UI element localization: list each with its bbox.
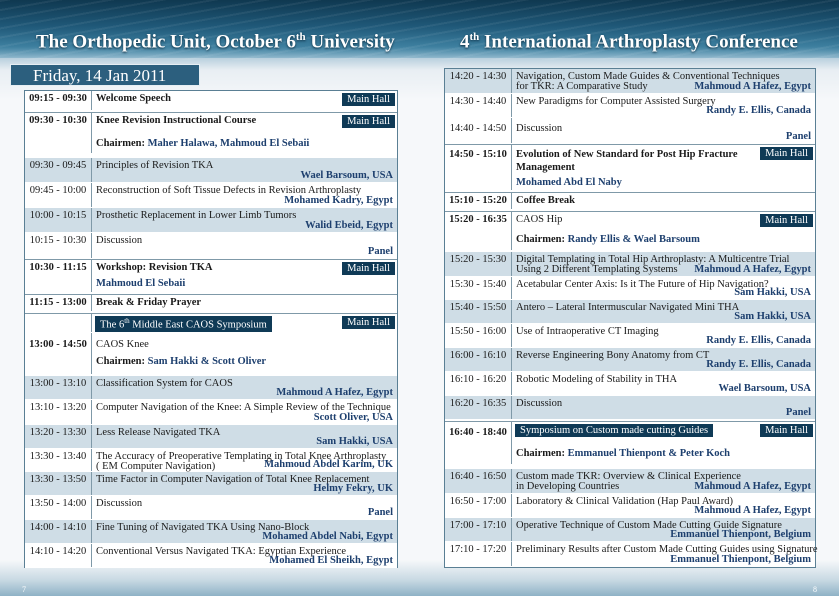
schedule-row [25, 158, 397, 183]
hall-badge: Main Hall [760, 424, 813, 437]
speaker: Wael Barsoum, USA [718, 383, 811, 394]
row-title: Less Release Navigated TKA [96, 427, 221, 438]
row-title: Discussion [96, 235, 143, 246]
row-title: Laboratory & Clinical Validation (Hap Paul Award) [516, 496, 733, 507]
schedule-row [25, 376, 397, 400]
schedule-row [445, 277, 815, 300]
row-title: Knee Revision Instructional Course [96, 115, 257, 126]
row-time: 16:40 - 16:50 [449, 471, 507, 482]
row-title: Principles of Revision TKA [96, 160, 214, 171]
schedule-row [25, 183, 397, 208]
speaker: Helmy Fekry, UK [313, 483, 393, 494]
row-title-cont: Using 2 Different Templating Systems [516, 264, 678, 275]
row-title: Preliminary Results after Custom Made Cutting Guides using Signature [516, 544, 818, 555]
date-label: Friday, 14 Jan 2011 [10, 64, 200, 86]
row-time: 16:10 - 16:20 [449, 374, 507, 385]
schedule-row [445, 396, 815, 420]
row-title: Conventional Versus Navigated TKA: Egyptian Experience [96, 546, 347, 557]
hall-badge: Main Hall [342, 262, 395, 275]
row-time: 09:30 - 09:45 [29, 160, 87, 171]
speaker: Panel [785, 131, 811, 142]
row-time: 14:40 - 14:50 [449, 123, 507, 134]
row-time: 13:20 - 13:30 [29, 427, 87, 438]
schedule-row [445, 494, 815, 518]
row-time: 09:30 - 10:30 [29, 115, 87, 126]
row-time: 15:20 - 16:35 [449, 214, 507, 225]
schedule-row [445, 192, 815, 210]
chairmen: Chairmen: Randy Ellis & Wael Barsoum [516, 234, 700, 245]
row-title: Antero – Lateral Intermuscular Navigated Mini THA [516, 302, 740, 313]
row-title: Digital Templating in Total Hip Arthroplasty: A Multicentre Trial [516, 254, 790, 265]
row-title: CAOS Knee [96, 339, 149, 350]
row-time: 10:30 - 11:15 [29, 262, 87, 273]
speaker: Mahmoud A Hafez, Egypt [276, 387, 393, 398]
schedule-row [25, 112, 397, 154]
page-number-right: 8 [813, 585, 817, 594]
schedule-row [445, 211, 815, 251]
speaker: Emmanuel Thienpont, Belgium [670, 529, 811, 540]
row-title: Custom made TKR: Overview & Clinical Experience [516, 471, 741, 482]
row-time: 17:10 - 17:20 [449, 544, 507, 555]
schedule-row [445, 469, 815, 494]
presenter: Mohamed Abd El Naby [516, 177, 622, 188]
speaker: Mohamed Kadry, Egypt [284, 195, 393, 206]
row-title-cont: for TKR: A Comparative Study [516, 81, 648, 92]
schedule-row [445, 300, 815, 324]
row-time: 14:00 - 14:10 [29, 522, 87, 533]
schedule-row [25, 333, 397, 375]
right-header-title: 4th International Arthroplasty Conference [460, 31, 798, 53]
row-title: Prosthetic Replacement in Lower Limb Tumors [96, 210, 297, 221]
speaker: Mahmoud A Hafez, Egypt [694, 481, 811, 492]
row-time: 14:50 - 15:10 [449, 149, 507, 160]
row-title: Fine Tuning of Navigated TKA Using Nano-Block [96, 522, 310, 533]
schedule-row [445, 69, 815, 94]
row-time: 14:20 - 14:30 [449, 71, 507, 82]
row-time: 13:00 - 14:50 [29, 339, 87, 350]
chairmen: Chairmen: Maher Halawa, Mahmoud El Sebaii [96, 138, 310, 149]
chairmen: Chairmen: Emmanuel Thienpont & Peter Koch [516, 448, 730, 459]
row-title: Discussion [516, 398, 563, 409]
speaker: Mahmoud A Hafez, Egypt [694, 81, 811, 92]
schedule-row [445, 518, 815, 542]
schedule-row [25, 259, 397, 293]
row-title: Operative Technique of Custom Made Cutting Guide Signature [516, 520, 782, 531]
row-title: Navigation, Custom Made Guides & Conventional Techniques [516, 71, 780, 82]
presenter: Mahmoud El Sebaii [96, 278, 186, 289]
row-time: 15:20 - 15:30 [449, 254, 507, 265]
speaker: Randy E. Ellis, Canada [706, 105, 811, 116]
row-title: Time Factor in Computer Navigation of Total Knee Replacement [96, 474, 370, 485]
row-title: CAOS Hip [516, 214, 563, 225]
row-time: 16:50 - 17:00 [449, 496, 507, 507]
right-schedule-table [444, 68, 816, 568]
page-number-left: 7 [22, 585, 26, 594]
row-title: Welcome Speech [96, 93, 171, 104]
row-time: 13:30 - 13:50 [29, 474, 87, 485]
row-time: 09:45 - 10:00 [29, 185, 87, 196]
schedule-row [445, 421, 815, 465]
row-title: Discussion [96, 498, 143, 509]
schedule-row [25, 544, 397, 568]
row-title: Workshop: Revision TKA [96, 262, 213, 273]
speaker: Mohamed Abdel Nabi, Egypt [262, 531, 393, 542]
row-time: 11:15 - 13:00 [29, 297, 87, 308]
schedule-row [25, 472, 397, 496]
schedule-row [445, 252, 815, 277]
schedule-row [25, 425, 397, 449]
row-time: 15:30 - 15:40 [449, 279, 507, 290]
schedule-row [25, 208, 397, 233]
schedule-row [445, 144, 815, 191]
row-time: 09:15 - 09:30 [29, 93, 87, 104]
row-title: Acetabular Center Axis: Is it The Future of Hip Navigation? [516, 279, 769, 290]
schedule-row [25, 294, 397, 312]
speaker: Wael Barsoum, USA [300, 170, 393, 181]
speaker: Sam Hakki, USA [734, 311, 811, 322]
hall-badge: Main Hall [342, 115, 395, 128]
schedule-row [25, 520, 397, 544]
row-title-cont: in Developing Countries [516, 481, 620, 492]
hall-badge: Main Hall [760, 147, 813, 160]
schedule-row [445, 348, 815, 372]
speaker: Panel [785, 407, 811, 418]
speaker: Mahmoud Abdel Karim, UK [264, 459, 393, 470]
row-title: Robotic Modeling of Stability in THA [516, 374, 678, 385]
speaker: Sam Hakki, USA [734, 287, 811, 298]
row-title: Classification System for CAOS [96, 378, 233, 389]
row-time: 10:15 - 10:30 [29, 235, 87, 246]
speaker: Mahmoud A Hafez, Egypt [694, 505, 811, 516]
row-time: 13:30 - 13:40 [29, 451, 87, 462]
speaker: Mahmoud A Hafez, Egypt [694, 264, 811, 275]
left-schedule-table [24, 90, 398, 568]
row-title: Use of Intraoperative CT Imaging [516, 326, 659, 337]
speaker: Sam Hakki, USA [316, 436, 393, 447]
speaker: Scott Oliver, USA [313, 412, 393, 423]
symposium-title: The 6th Middle East CAOS Symposium [95, 316, 272, 332]
row-time: 15:50 - 16:00 [449, 326, 507, 337]
speaker: Panel [367, 246, 393, 257]
row-time: 14:10 - 14:20 [29, 546, 87, 557]
row-title: Evolution of New Standard for Post Hip Fracture [516, 149, 738, 160]
schedule-row [25, 91, 397, 111]
symposium-title: Symposium on Custom made cutting Guides [515, 424, 713, 437]
row-title: Break & Friday Prayer [96, 297, 202, 308]
row-time: 13:10 - 13:20 [29, 402, 87, 413]
row-time: 15:40 - 15:50 [449, 302, 507, 313]
row-title: Discussion [516, 123, 563, 134]
row-title: Coffee Break [516, 195, 575, 206]
row-time: 14:30 - 14:40 [449, 96, 507, 107]
schedule-row [25, 496, 397, 520]
speaker: Randy E. Ellis, Canada [706, 359, 811, 370]
schedule-row [25, 400, 397, 425]
row-time: 17:00 - 17:10 [449, 520, 507, 531]
row-title: New Paradigms for Computer Assisted Surgery [516, 96, 716, 107]
schedule-row [445, 118, 815, 144]
hall-badge: Main Hall [342, 316, 395, 329]
schedule-row [445, 324, 815, 348]
speaker: Randy E. Ellis, Canada [706, 335, 811, 346]
chairmen: Chairmen: Sam Hakki & Scott Oliver [96, 356, 267, 367]
row-time: 10:00 - 10:15 [29, 210, 87, 221]
row-time: 13:00 - 13:10 [29, 378, 87, 389]
row-time: 16:40 - 18:40 [449, 427, 507, 438]
row-title: Reconstruction of Soft Tissue Defects in Revision Arthroplasty [96, 185, 362, 196]
speaker: Panel [367, 507, 393, 518]
hall-badge: Main Hall [342, 93, 395, 106]
row-time: 16:20 - 16:35 [449, 398, 507, 409]
schedule-row [25, 233, 397, 259]
schedule-row [445, 372, 815, 396]
row-time: 15:10 - 15:20 [449, 195, 507, 206]
speaker: Mohamed El Sheikh, Egypt [269, 555, 393, 566]
speaker: Emmanuel Thienpont, Belgium [670, 554, 811, 565]
row-title: The Accuracy of Preoperative Templating in Total Knee Arthroplasty [96, 451, 387, 462]
row-title-cont: ( EM Computer Navigation) [96, 461, 216, 472]
schedule-row [445, 94, 815, 118]
schedule-row [25, 449, 397, 472]
speaker: Walid Ebeid, Egypt [305, 220, 393, 231]
row-title: Computer Navigation of the Knee: A Simple Review of the Technique [96, 402, 391, 413]
row-title-cont: Management [516, 162, 575, 173]
schedule-row [445, 542, 818, 567]
row-time: 16:00 - 16:10 [449, 350, 507, 361]
left-header-title: The Orthopedic Unit, October 6th University [36, 31, 395, 53]
row-title: Reverse Engineering Bony Anatomy from CT [516, 350, 710, 361]
symposium-row [25, 313, 397, 333]
hall-badge: Main Hall [760, 214, 813, 227]
row-time: 13:50 - 14:00 [29, 498, 87, 509]
